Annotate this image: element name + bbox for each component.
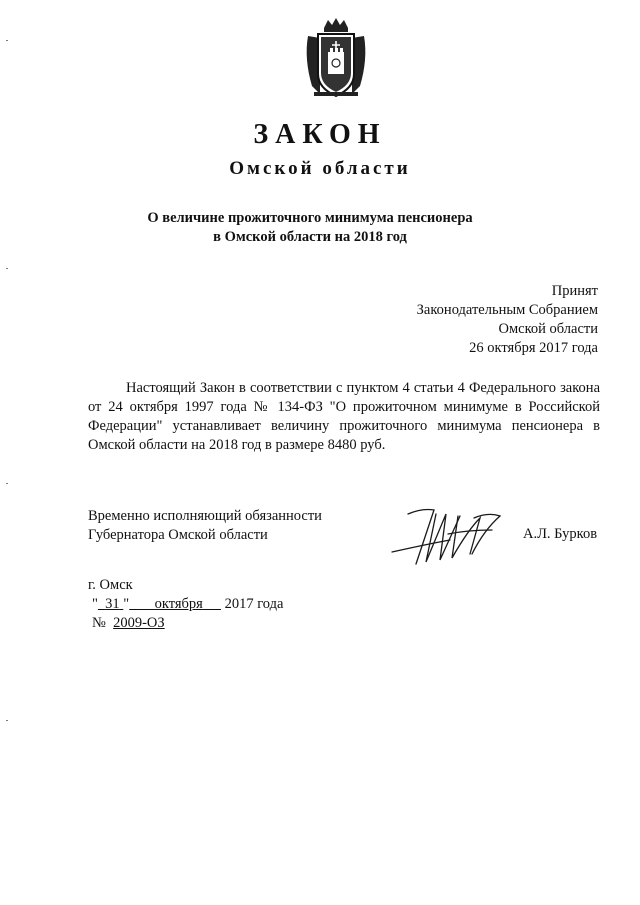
law-subject: [0, 209, 620, 247]
signatory-name: А.Л. Бурков: [523, 526, 598, 542]
place-of-signing: г. Омск: [88, 577, 133, 593]
scan-mark: [6, 483, 8, 484]
signature-icon: [388, 500, 518, 568]
signatory-position-line-2: Губернатора Омской области: [88, 527, 268, 543]
scan-mark: [6, 720, 8, 721]
adoption-date: 26 октября 2017 года: [469, 340, 598, 356]
signing-date: [92, 595, 283, 614]
date-quote-close: ": [123, 596, 130, 612]
date-quote-open: ": [92, 596, 98, 612]
adoption-line-3: Омской области: [498, 321, 598, 337]
law-subject-line-2: в Омской области на 2018 год: [213, 229, 407, 245]
signatory-position: [88, 507, 322, 545]
document-region: Омской области: [229, 158, 411, 179]
adoption-block: [417, 282, 598, 358]
scan-mark: [6, 40, 8, 41]
signatory-position-line-1: Временно исполняющий обязанности: [88, 508, 322, 524]
number-label: №: [92, 615, 106, 631]
date-year: 2017 года: [224, 596, 284, 612]
number-value: 2009-ОЗ: [113, 615, 165, 631]
law-subject-line-1: О величине прожиточного минимума пенсионера: [147, 210, 473, 226]
date-month: октября: [154, 596, 203, 612]
adoption-line-1: Принят: [551, 283, 598, 299]
law-number: [92, 614, 165, 633]
date-day: 31: [105, 596, 120, 612]
document-title: ЗАКОН: [253, 119, 387, 150]
scan-mark: [6, 268, 8, 269]
coat-of-arms-icon: [300, 14, 372, 100]
adoption-line-2: Законодательным Собранием: [416, 302, 598, 318]
law-body-paragraph: Настоящий Закон в соответствии с пунктом 4 статьи 4 Федерального закона от 24 октября 1997 года № 134-ФЗ "О прожиточном минимуме в Российской Федерации" устанавливает величину прожиточного минимума пенсионера в Омской области на 2018 год в размере 8480 руб.: [88, 380, 600, 453]
